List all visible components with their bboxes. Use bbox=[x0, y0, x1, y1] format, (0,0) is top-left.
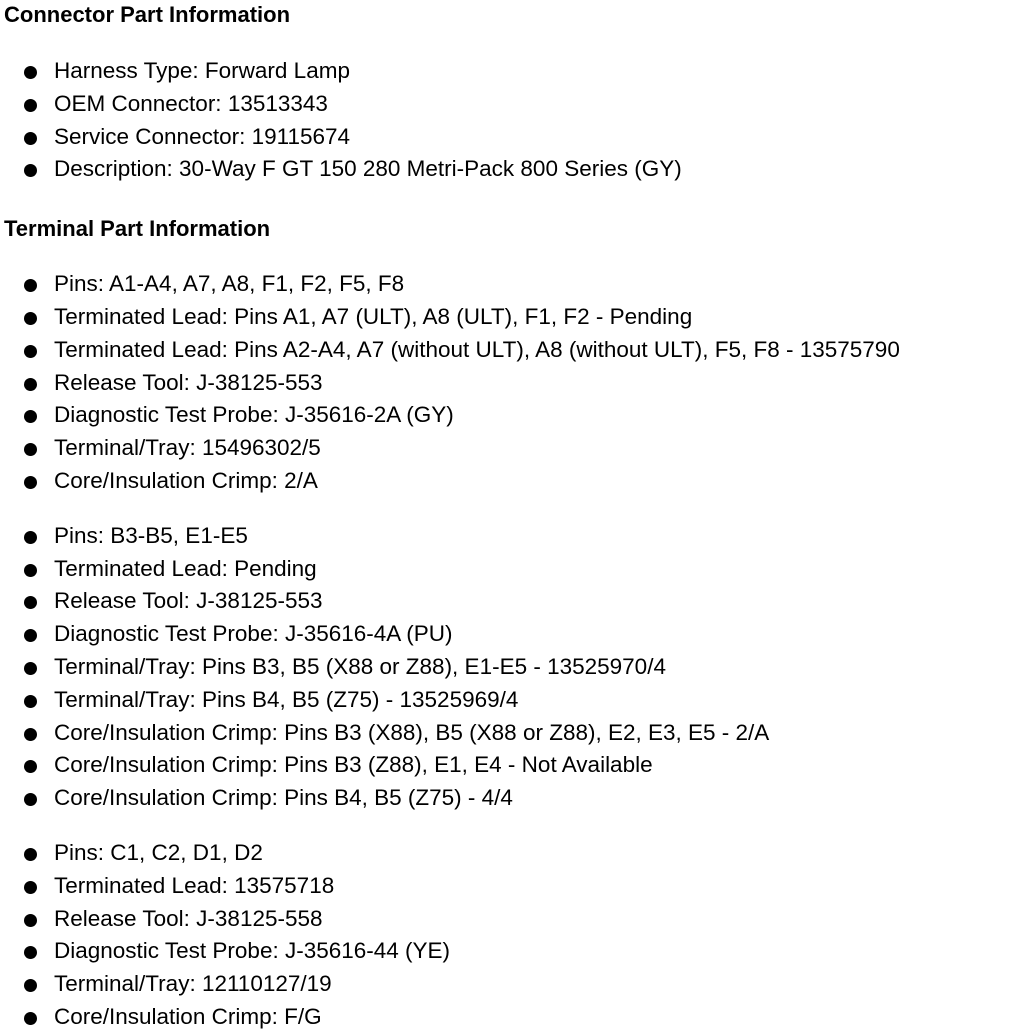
bullet-icon bbox=[24, 946, 37, 959]
bullet-icon bbox=[24, 99, 37, 112]
list-item bbox=[4, 553, 1020, 586]
bullet-icon bbox=[24, 132, 37, 145]
list-item bbox=[4, 121, 1020, 154]
bullet-icon bbox=[24, 279, 37, 292]
document bbox=[4, 0, 1020, 1034]
bullet-icon bbox=[24, 378, 37, 391]
list-item-text: OEM Connector: 13513343 bbox=[54, 90, 328, 116]
bullet-icon bbox=[24, 564, 37, 577]
connector-list bbox=[4, 55, 1020, 186]
list-item bbox=[4, 334, 1020, 367]
list-item bbox=[4, 1001, 1020, 1034]
list-item bbox=[4, 870, 1020, 903]
list-item bbox=[4, 432, 1020, 465]
list-item bbox=[4, 651, 1020, 684]
list-item-text: Diagnostic Test Probe: J-35616-2A (GY) bbox=[54, 402, 454, 428]
connector-heading: Connector Part Information bbox=[4, 2, 291, 27]
list-item bbox=[4, 935, 1020, 968]
list-item-text: Core/Insulation Crimp: Pins B3 (Z88), E1, E4 - Not Available bbox=[54, 752, 653, 778]
list-item bbox=[4, 399, 1020, 432]
list-item-text: Terminal/Tray: Pins B3, B5 (X88 or Z88), E1-E5 - 13525970/4 bbox=[54, 653, 666, 679]
bullet-icon bbox=[24, 596, 37, 609]
list-item-text: Pins: C1, C2, D1, D2 bbox=[54, 839, 263, 865]
list-item bbox=[4, 301, 1020, 334]
list-item bbox=[4, 268, 1020, 301]
terminal-group-2 bbox=[4, 520, 1020, 815]
bullet-icon bbox=[24, 410, 37, 423]
bullet-icon bbox=[24, 629, 37, 642]
list-item-text: Core/Insulation Crimp: Pins B3 (X88), B5 (X88 or Z88), E2, E3, E5 - 2/A bbox=[54, 719, 770, 745]
list-item bbox=[4, 153, 1020, 186]
list-item-text: Pins: A1-A4, A7, A8, F1, F2, F5, F8 bbox=[54, 271, 405, 297]
list-item-text: Terminated Lead: Pins A2-A4, A7 (without ULT), A8 (without ULT), F5, F8 - 13575790 bbox=[54, 336, 900, 362]
list-item-text: Service Connector: 19115674 bbox=[54, 123, 351, 149]
list-item bbox=[4, 903, 1020, 936]
bullet-icon bbox=[24, 793, 37, 806]
list-item bbox=[4, 749, 1020, 782]
list-item-text: Diagnostic Test Probe: J-35616-44 (YE) bbox=[54, 938, 451, 964]
list-item bbox=[4, 618, 1020, 651]
bullet-icon bbox=[24, 312, 37, 325]
list-item-text: Diagnostic Test Probe: J-35616-4A (PU) bbox=[54, 621, 453, 647]
list-item-text: Terminated Lead: Pending bbox=[54, 555, 317, 581]
list-item bbox=[4, 88, 1020, 121]
bullet-icon bbox=[24, 695, 37, 708]
list-item-text: Core/Insulation Crimp: F/G bbox=[54, 1003, 322, 1029]
terminal-group-1 bbox=[4, 268, 1020, 498]
bullet-icon bbox=[24, 760, 37, 773]
list-item-text: Core/Insulation Crimp: Pins B4, B5 (Z75) - 4/4 bbox=[54, 785, 513, 811]
bullet-icon bbox=[24, 848, 37, 861]
list-item bbox=[4, 585, 1020, 618]
list-item bbox=[4, 684, 1020, 717]
bullet-icon bbox=[24, 881, 37, 894]
list-item bbox=[4, 520, 1020, 553]
bullet-icon bbox=[24, 914, 37, 927]
list-item-text: Terminated Lead: 13575718 bbox=[54, 872, 335, 898]
list-item-text: Terminal/Tray: Pins B4, B5 (Z75) - 13525969/4 bbox=[54, 686, 519, 712]
list-item-text: Terminal/Tray: 15496302/5 bbox=[54, 435, 321, 461]
list-item-text: Pins: B3-B5, E1-E5 bbox=[54, 522, 248, 548]
terminal-heading: Terminal Part Information bbox=[4, 216, 271, 242]
list-item bbox=[4, 465, 1020, 498]
bullet-icon bbox=[24, 345, 37, 358]
bullet-icon bbox=[24, 66, 37, 79]
list-item-text: Terminated Lead: Pins A1, A7 (ULT), A8 (ULT), F1, F2 - Pending bbox=[54, 303, 693, 329]
list-item bbox=[4, 782, 1020, 815]
bullet-icon bbox=[24, 476, 37, 489]
list-item bbox=[4, 717, 1020, 750]
bullet-icon bbox=[24, 662, 37, 675]
list-item-text: Release Tool: J-38125-558 bbox=[54, 905, 323, 931]
list-item-text: Description: 30-Way F GT 150 280 Metri-Pack 800 Series (GY) bbox=[54, 156, 682, 182]
bullet-icon bbox=[24, 728, 37, 741]
terminal-group-3 bbox=[4, 837, 1020, 1034]
list-item bbox=[4, 55, 1020, 88]
list-item bbox=[4, 968, 1020, 1001]
bullet-icon bbox=[24, 1012, 37, 1025]
list-item-text: Release Tool: J-38125-553 bbox=[54, 588, 323, 614]
bullet-icon bbox=[24, 164, 37, 177]
list-item-text: Terminal/Tray: 12110127/19 bbox=[54, 971, 332, 997]
list-item-text: Release Tool: J-38125-553 bbox=[54, 369, 323, 395]
list-item bbox=[4, 837, 1020, 870]
list-item-text: Core/Insulation Crimp: 2/A bbox=[54, 467, 318, 493]
bullet-icon bbox=[24, 531, 37, 544]
bullet-icon bbox=[24, 443, 37, 456]
bullet-icon bbox=[24, 979, 37, 992]
list-item-text: Harness Type: Forward Lamp bbox=[54, 58, 350, 83]
list-item bbox=[4, 367, 1020, 400]
